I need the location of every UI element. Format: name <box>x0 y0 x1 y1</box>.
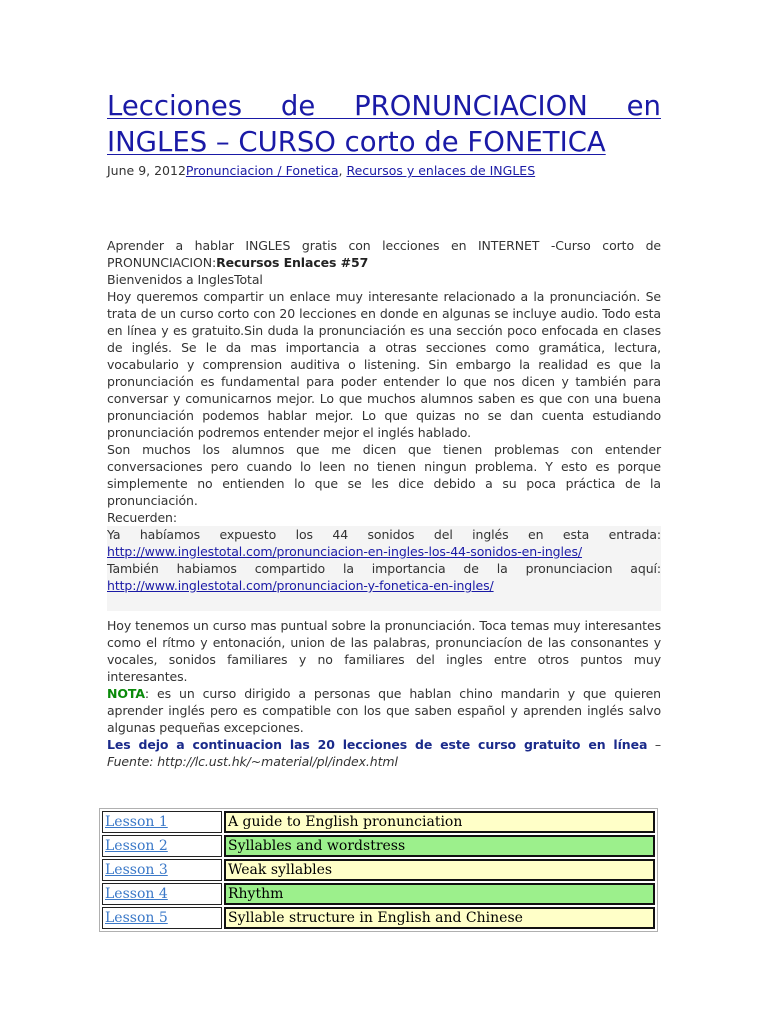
intro-bold-text: Recursos Enlaces #57 <box>216 255 369 270</box>
lesson-title-cell: Weak syllables <box>224 859 655 881</box>
table-row <box>102 907 655 929</box>
reference-1-link[interactable]: http://www.inglestotal.com/pronunciacion-en-ingles-los-44-sonidos-en-ingles/ <box>107 544 583 559</box>
post-meta <box>107 163 661 179</box>
reference-1-text: Ya habíamos expuesto los 44 sonidos del inglés en esta entrada: <box>107 527 661 542</box>
references-block <box>107 526 661 611</box>
lesson-title-cell: A guide to English pronunciation <box>224 811 655 833</box>
lesson-4-link[interactable]: Lesson 4 <box>105 886 168 902</box>
lesson-number-cell <box>102 811 222 833</box>
recuerden-label: Recuerden: <box>107 510 177 525</box>
lesson-5-link[interactable]: Lesson 5 <box>105 910 168 926</box>
paragraph-1: Hoy queremos compartir un enlace muy interesante relacionado a la pronunciación. Se trata de un curso corto con 20 lecciones en donde en algunas se incluye audio. Todo esta en línea y es gratuito.Sin duda la pronunciación es una sección poco enfocada en clases de inglés. Se le da mas importancia a otras secciones como gramática, lectura, vocabulario y comprension auditiva o listening. Sin embargo la realidad es que la pronunciación es fundamental para poder entender lo que nos dicen y también para conversar y comunicarnos mejor. Lo que muchos alumnos saben es que con una buena pronunciación podemos hablar mejor. Lo que quizas no se dan cuenta estudiando pronunciación podremos entender mejor el inglés hablado. <box>107 289 661 440</box>
lessons-intro-text: Les dejo a continuacion las 20 lecciones de este curso gratuito en línea <box>107 737 648 752</box>
lesson-1-link[interactable]: Lesson 1 <box>105 814 168 830</box>
source-text: Fuente: http://lc.ust.hk/~material/pl/index.html <box>107 754 398 769</box>
table-row <box>102 811 655 833</box>
nota-text: : es un curso dirigido a personas que hablan chino mandarin y que quieren aprender inglés pero es compatible con los que saben español y aprenden inglés salvo algunas pequeñas excepciones. <box>107 686 661 735</box>
post-date: June 9, 2012 <box>107 163 186 178</box>
lesson-title-cell: Syllables and wordstress <box>224 835 655 857</box>
paragraph-3: Hoy tenemos un curso mas puntual sobre la pronunciación. Toca temas muy interesantes como el rítmo y entonación, union de las palabras, pronunciacíon de las consonantes y vocales, sonidos familiares y no familiares del ingles entre otros puntos muy interesantes. <box>107 618 661 684</box>
paragraph-2: Son muchos los alumnos que me dicen que tienen problemas con entender conversaciones pero cuando lo leen no tienen ningun problema. Y esto es porque simplemente no entienden lo que se les dice debido a su poca práctica de la pronunciación. <box>107 442 661 508</box>
nota-paragraph <box>107 685 661 736</box>
lesson-number-cell <box>102 859 222 881</box>
post-title[interactable]: Lecciones de PRONUNCIACION en INGLES – CURSO corto de FONETICA <box>107 90 661 158</box>
intro-text: Aprender a hablar INGLES gratis con lecciones en INTERNET -Curso corto de PRONUNCIACION: <box>107 238 661 270</box>
table-row <box>102 883 655 905</box>
lessons-dash: – <box>647 737 661 752</box>
table-row <box>102 835 655 857</box>
reference-2 <box>107 560 661 594</box>
lesson-title-cell: Syllable structure in English and Chinese <box>224 907 655 929</box>
lessons-intro <box>107 736 661 770</box>
reference-2-link[interactable]: http://www.inglestotal.com/pronunciacion-y-fonetica-en-ingles/ <box>107 578 494 593</box>
lesson-2-link[interactable]: Lesson 2 <box>105 838 168 854</box>
welcome-text: Bienvenidos a InglesTotal <box>107 272 263 287</box>
lesson-number-cell <box>102 907 222 929</box>
lesson-number-cell <box>102 883 222 905</box>
lesson-title-cell: Rhythm <box>224 883 655 905</box>
reference-1 <box>107 526 661 560</box>
lesson-3-link[interactable]: Lesson 3 <box>105 862 168 878</box>
nota-label: NOTA <box>107 686 145 701</box>
table-row <box>102 859 655 881</box>
lessons-table <box>99 808 658 932</box>
category-link-pronunciacion[interactable]: Pronunciacion / Fonetica <box>185 163 339 178</box>
lesson-number-cell <box>102 835 222 857</box>
category-separator: , <box>338 163 347 178</box>
category-link-recursos[interactable]: Recursos y enlaces de INGLES <box>346 163 536 178</box>
post-body <box>107 237 661 770</box>
post-article <box>107 88 661 770</box>
reference-2-text: También habiamos compartido la importancia de la pronunciacion aquí: <box>107 561 661 576</box>
spacer <box>107 594 661 611</box>
intro-paragraph <box>107 237 661 271</box>
